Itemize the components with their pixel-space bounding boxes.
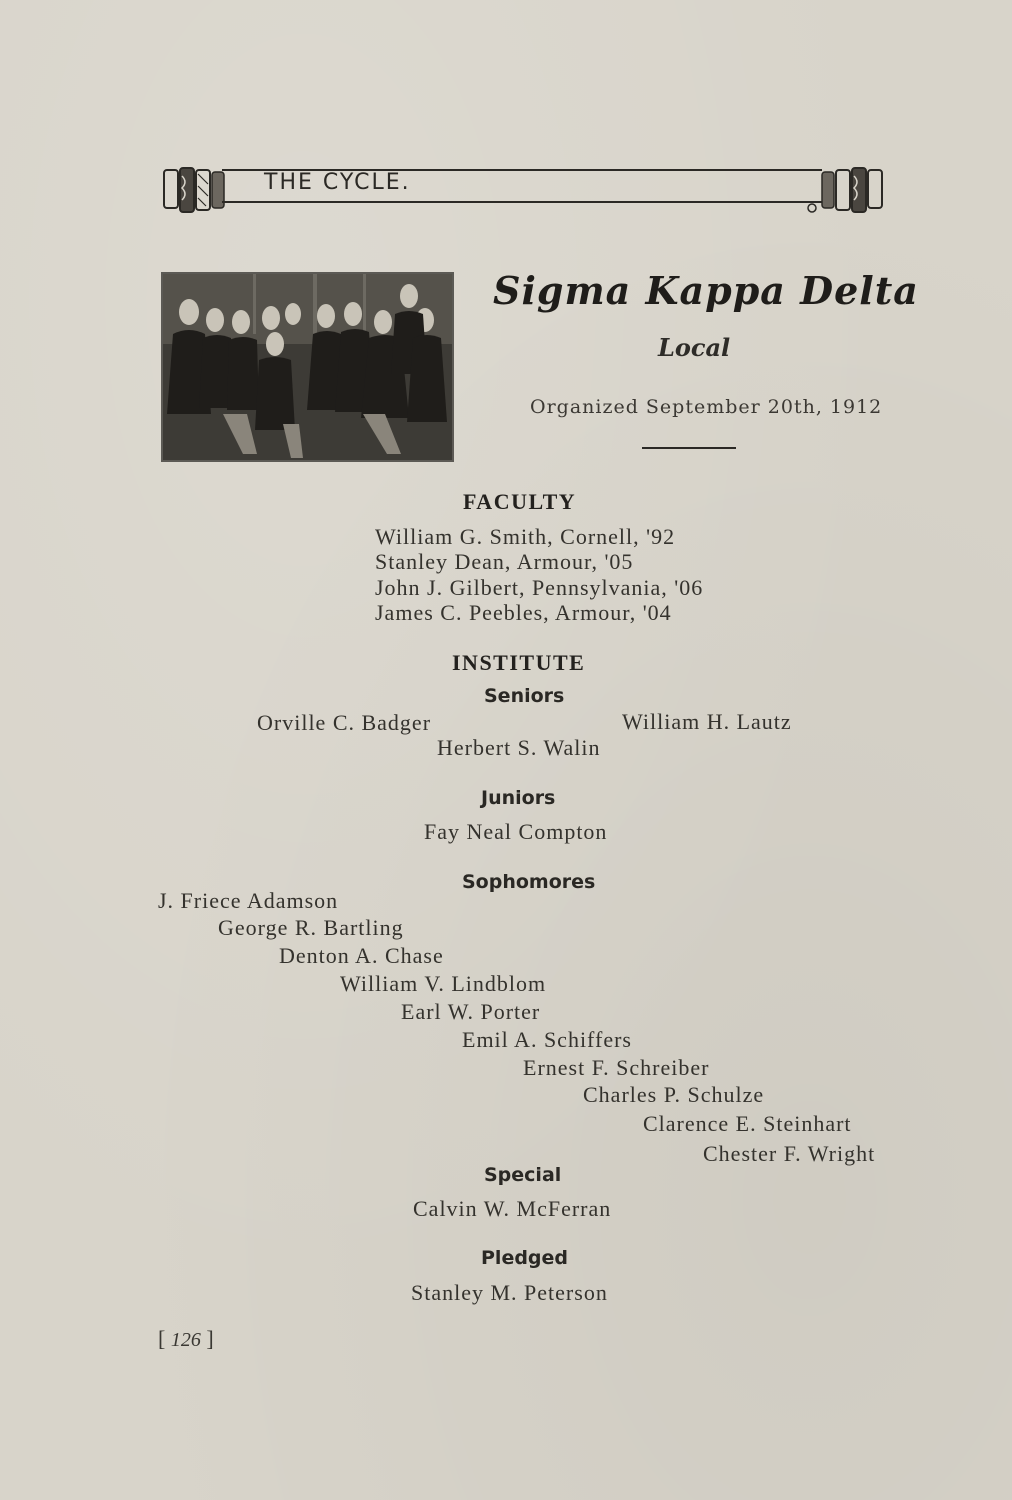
senior-member: Orville C. Badger	[257, 710, 432, 735]
sophomore-member: Chester F. Wright	[703, 1141, 876, 1166]
group-photograph-image	[163, 274, 452, 460]
page-subtitle: Local	[658, 333, 731, 362]
faculty-member: Stanley Dean, Armour, '05	[375, 549, 634, 574]
pledged-member: Stanley M. Peterson	[411, 1280, 608, 1305]
banner-right-ornament	[804, 166, 884, 214]
junior-member: Fay Neal Compton	[424, 819, 608, 844]
sophomore-member: Ernest F. Schreiber	[523, 1055, 710, 1080]
sophomore-member: George R. Bartling	[218, 915, 404, 940]
divider-rule	[642, 447, 736, 449]
sophomore-member: J. Friece Adamson	[158, 888, 339, 913]
senior-member: Herbert S. Walin	[437, 735, 601, 760]
faculty-member: John J. Gilbert, Pennsylvania, '06	[375, 575, 704, 600]
page-number-close-bracket: ]	[206, 1326, 214, 1351]
page-title: Sigma Kappa Delta	[493, 268, 919, 313]
senior-member: William H. Lautz	[622, 709, 792, 734]
sophomore-member: Denton A. Chase	[279, 943, 444, 968]
sophomore-member: Emil A. Schiffers	[462, 1027, 632, 1052]
faculty-member: William G. Smith, Cornell, '92	[375, 524, 676, 549]
special-member: Calvin W. McFerran	[413, 1196, 612, 1221]
page-number	[158, 1326, 214, 1352]
header-banner	[162, 166, 884, 214]
organized-date: Organized September 20th, 1912	[530, 396, 883, 418]
special-heading: Special	[484, 1164, 562, 1186]
seniors-heading: Seniors	[484, 685, 565, 707]
page-number-value: 126	[170, 1329, 201, 1351]
sophomore-member: William V. Lindblom	[340, 971, 547, 996]
pledged-heading: Pledged	[481, 1247, 569, 1269]
juniors-heading: Juniors	[481, 787, 556, 809]
sophomore-member: Earl W. Porter	[401, 999, 541, 1024]
faculty-heading: FACULTY	[463, 489, 577, 514]
sophomore-member: Clarence E. Steinhart	[643, 1111, 852, 1136]
sophomore-member: Charles P. Schulze	[583, 1082, 765, 1107]
institute-heading: INSTITUTE	[452, 650, 586, 675]
page-number-open-bracket: [	[158, 1326, 166, 1351]
faculty-member: James C. Peebles, Armour, '04	[375, 600, 672, 625]
banner-title: THE CYCLE.	[264, 170, 411, 195]
group-photograph	[161, 272, 454, 462]
sophomores-heading: Sophomores	[462, 871, 596, 893]
